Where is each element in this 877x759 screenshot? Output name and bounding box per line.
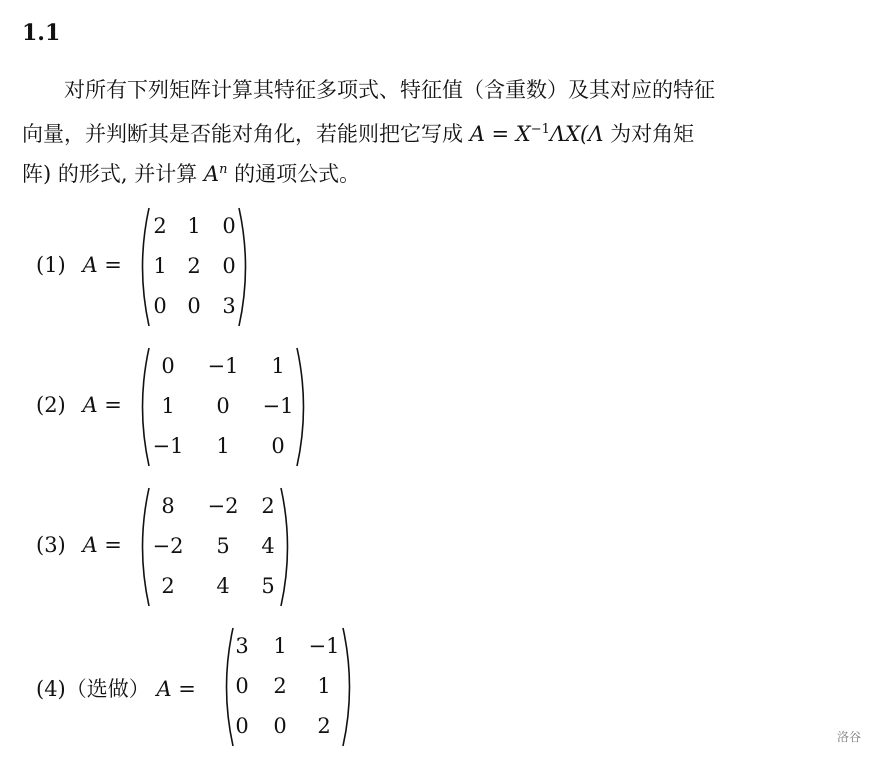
matrix-lhs: A = — [82, 533, 122, 557]
matrix-cell: 1 — [273, 634, 287, 658]
matrix-cell: 1 — [153, 254, 167, 278]
matrix-3 — [134, 486, 296, 608]
matrix-cell: 1 — [317, 674, 331, 698]
matrix-cell: 2 — [187, 254, 201, 278]
matrix-cell: 2 — [161, 574, 175, 598]
matrix-lhs: A = — [82, 253, 122, 277]
paragraph-line-2-tail: 为对角矩 — [603, 122, 695, 146]
matrix-cell: 1 — [216, 434, 230, 458]
matrix-cell: 0 — [222, 254, 236, 278]
optional-note: （选做） — [65, 677, 150, 701]
watermark-text: 洛谷 — [836, 730, 861, 744]
matrix-cell: −1 — [262, 394, 294, 418]
matrix-cell: −2 — [207, 494, 239, 518]
matrix-cell: 0 — [153, 294, 167, 318]
problem-number: (3) — [36, 533, 66, 557]
matrix-4 — [218, 626, 358, 748]
formula-inverse-sup: −1 — [530, 122, 550, 137]
formula-a: A — [203, 162, 220, 186]
matrix-cell: 0 — [235, 714, 249, 738]
problem-number: (4) — [36, 677, 66, 701]
matrix-cell: 2 — [153, 214, 167, 238]
matrix-cell: 2 — [317, 714, 331, 738]
problem-4-label — [36, 673, 196, 703]
problem-2-label — [36, 393, 122, 417]
matrix-cell: 0 — [273, 714, 287, 738]
paragraph-line-1: 对所有下列矩阵计算其特征多项式、特征值（含重数）及其对应的特征 — [64, 78, 715, 102]
matrix-cell: −1 — [152, 434, 184, 458]
matrix-1 — [134, 206, 254, 328]
matrix-lhs: A = — [156, 677, 196, 701]
problem-number: (1) — [36, 253, 66, 277]
formula-a-eq-x: A = X — [469, 122, 531, 146]
matrix-cell: −1 — [207, 354, 239, 378]
paragraph-line-3-tail: 的通项公式。 — [227, 162, 361, 186]
paragraph-line-2-text: 向量，并判断其是否能对角化，若能则把它写成 — [22, 122, 470, 146]
matrix-cell: 3 — [235, 634, 249, 658]
matrix-cell: 0 — [235, 674, 249, 698]
matrix-cell: 0 — [271, 434, 285, 458]
matrix-cell: 0 — [222, 214, 236, 238]
paragraph-line-3 — [22, 156, 842, 188]
problem-number: (2) — [36, 393, 66, 417]
matrix-2 — [134, 346, 312, 468]
matrix-cell: 8 — [161, 494, 175, 518]
matrix-cell: 2 — [261, 494, 275, 518]
matrix-cell: 4 — [261, 534, 275, 558]
formula-power-n: n — [219, 162, 228, 177]
matrix-cell: −1 — [308, 634, 340, 658]
matrix-cell: 1 — [187, 214, 201, 238]
matrix-cell: −2 — [152, 534, 184, 558]
matrix-cell: 0 — [187, 294, 201, 318]
matrix-cell: 1 — [161, 394, 175, 418]
problem-1-label — [36, 253, 122, 277]
matrix-cell: 5 — [261, 574, 275, 598]
paragraph-line-3-text: 阵) 的形式, 并计算 — [22, 162, 204, 186]
matrix-cell: 0 — [216, 394, 230, 418]
matrix-cell: 0 — [161, 354, 175, 378]
section-heading: 1.1 — [22, 20, 61, 46]
problem-3-label — [36, 533, 122, 557]
matrix-cell: 4 — [216, 574, 230, 598]
formula-lambda-x: ΛX(Λ — [549, 122, 604, 146]
matrix-cell: 5 — [216, 534, 230, 558]
matrix-cell: 1 — [271, 354, 285, 378]
matrix-lhs: A = — [82, 393, 122, 417]
paragraph-line-2 — [22, 116, 842, 148]
matrix-cell: 3 — [222, 294, 236, 318]
matrix-cell: 2 — [273, 674, 287, 698]
